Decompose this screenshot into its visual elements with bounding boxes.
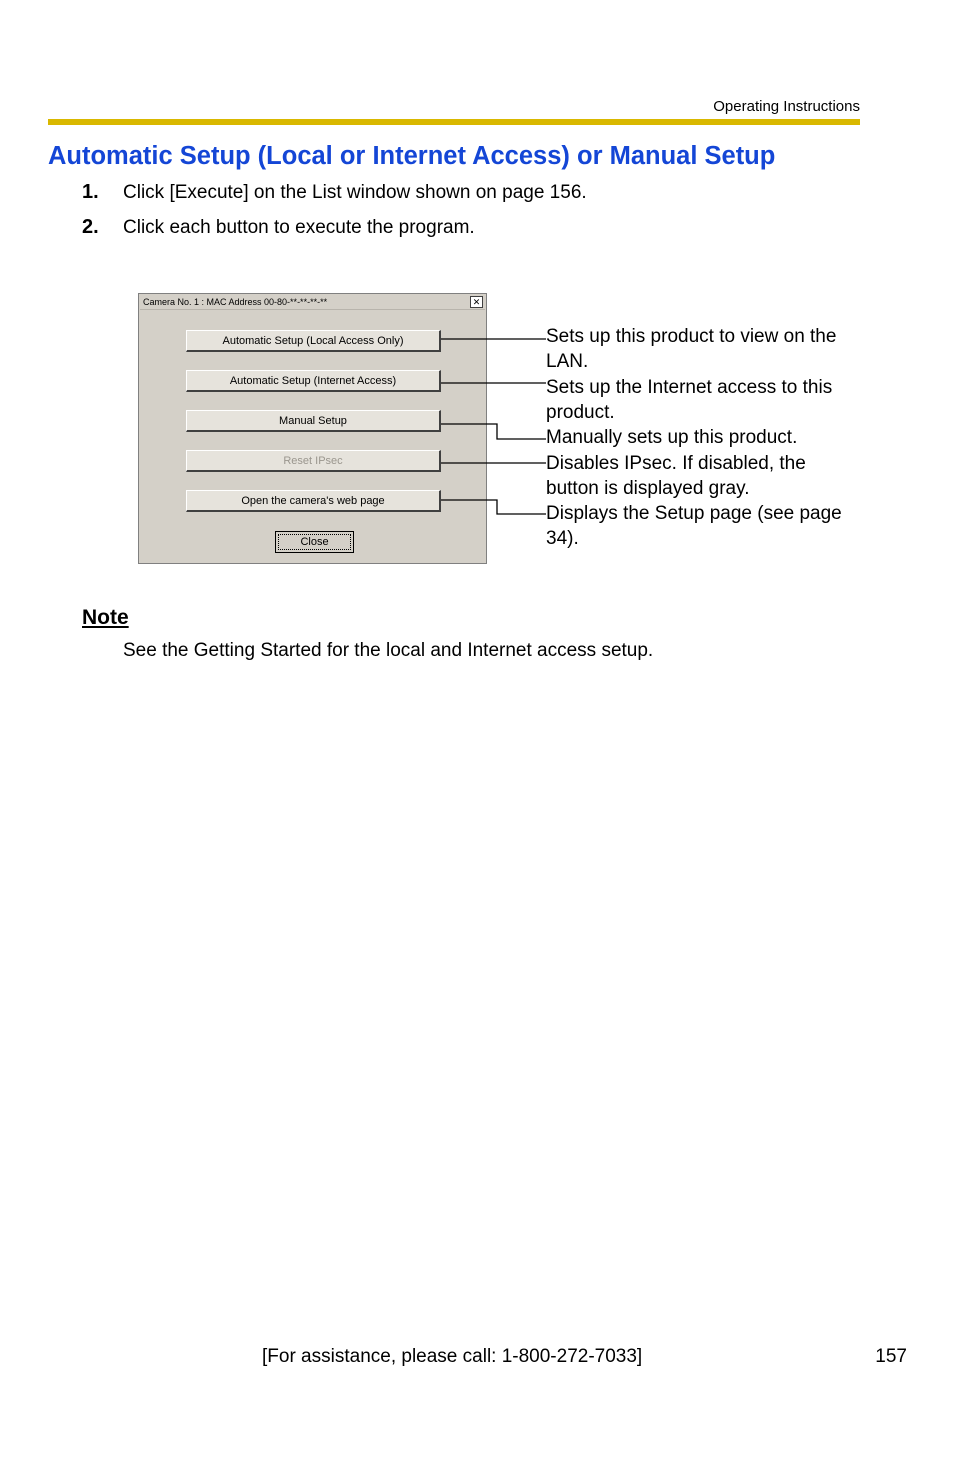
leader-line-3	[441, 424, 546, 439]
callout-internet-setup: Sets up the Internet access to this product.	[546, 377, 833, 423]
section-title: Automatic Setup (Local or Internet Access) or Manual Setup	[48, 142, 776, 170]
close-icon[interactable]: ✕	[470, 296, 483, 308]
callout-web-page: Displays the Setup page (see page 34).	[546, 503, 842, 549]
automatic-setup-internet-button[interactable]: Automatic Setup (Internet Access)	[186, 370, 441, 392]
note-heading: Note	[82, 606, 129, 629]
footer-assistance: [For assistance, please call: 1-800-272-7033]	[262, 1346, 643, 1367]
step-text: Click each button to execute the program.	[123, 217, 475, 238]
header-label: Operating Instructions	[713, 98, 860, 115]
automatic-setup-local-button[interactable]: Automatic Setup (Local Access Only)	[186, 330, 441, 352]
callout-manual-setup: Manually sets up this product.	[546, 427, 798, 448]
close-button-label: Close	[278, 534, 351, 550]
open-web-page-button[interactable]: Open the camera's web page	[186, 490, 441, 512]
page-number: 157	[875, 1346, 907, 1367]
reset-ipsec-button[interactable]: Reset IPsec	[186, 450, 441, 472]
callout-reset-ipsec: Disables IPsec. If disabled, the button is displayed gray.	[546, 453, 806, 499]
callout-local-setup: Sets up this product to view on the LAN.	[546, 326, 837, 372]
leader-line-5	[441, 500, 546, 514]
note-body: See the Getting Started for the local and Internet access setup.	[123, 640, 654, 661]
manual-setup-button[interactable]: Manual Setup	[186, 410, 441, 432]
dialog-title: Camera No. 1 : MAC Address 00-80-**-**-**-**	[143, 297, 328, 307]
step-number: 2.	[82, 216, 99, 238]
step-text: Click [Execute] on the List window shown on page 156.	[123, 182, 587, 203]
step-number: 1.	[82, 181, 99, 203]
